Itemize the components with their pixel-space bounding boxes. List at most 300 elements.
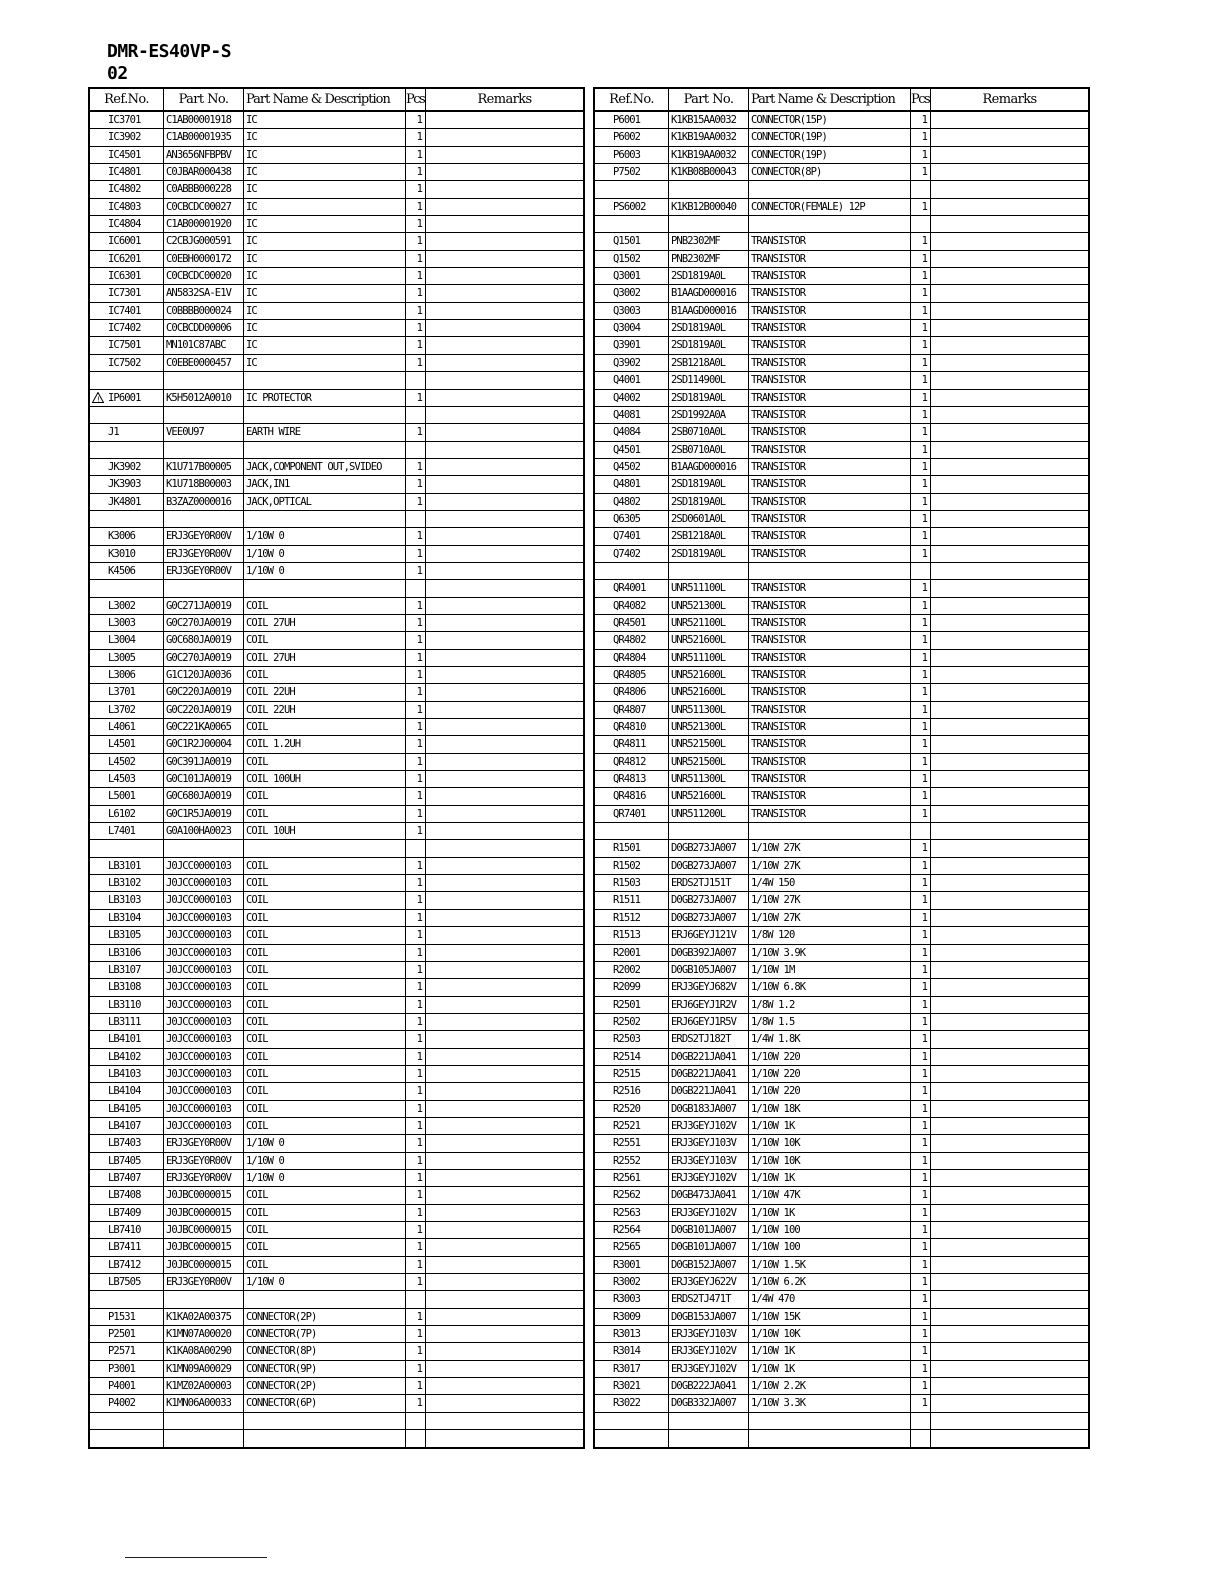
cell-text: J0JCC0000103 [166,894,232,907]
ref-no-cell [595,233,669,249]
table-row [90,1413,583,1430]
cell-text: L6102 [108,807,136,820]
remarks-cell [931,251,1088,267]
cell-text: 2SB1218A0L [671,530,726,543]
ref-no-cell [90,320,164,336]
pcs-cell [911,997,931,1013]
table-row [90,494,583,511]
cell-text: R2551 [613,1137,641,1150]
pcs-cell [406,511,426,527]
remarks-cell [931,945,1088,961]
cell-text: IC7502 [108,356,141,369]
cell-text: TRANSISTOR [751,547,806,560]
pcs-cell [911,1430,931,1447]
table-row [595,823,1088,840]
table-row [595,1326,1088,1343]
pcs-cell [406,910,426,926]
cell-text: 1 [921,755,927,768]
part-no-cell [669,702,749,718]
cell-text: 1/10W 1.5K [751,1258,806,1271]
cell-text: L3701 [108,686,136,699]
pcs-cell [911,771,931,787]
part-name-cell [749,771,911,787]
part-name-cell [244,788,406,804]
cell-text: CONNECTOR(FEMALE) 12P [751,200,865,213]
cell-text: 1/10W 0 [246,547,284,560]
cell-text: 1 [921,148,927,161]
table-row [90,580,583,597]
remarks-cell [426,788,583,804]
cell-text: 1/4W 1.8K [751,1033,800,1046]
part-name-cell [244,979,406,995]
remarks-cell [931,1187,1088,1203]
cell-text: LB7405 [108,1154,141,1167]
table-row [90,962,583,979]
cell-text: 1 [921,1085,927,1098]
part-no-cell [164,632,244,648]
pcs-cell [406,945,426,961]
cell-text: 1 [416,1310,422,1323]
table-row [595,303,1088,320]
cell-text: G0C220JA0019 [166,703,232,716]
pcs-cell [406,1222,426,1238]
ref-no-cell [90,823,164,839]
cell-text: COIL [246,946,268,959]
part-name-cell [244,1430,406,1447]
table-row [595,632,1088,649]
pcs-cell [911,684,931,700]
cell-text: 1 [921,686,927,699]
ref-no-cell [90,563,164,579]
table-row [90,268,583,285]
table-row [90,892,583,909]
pcs-cell [406,1205,426,1221]
table-row [595,1153,1088,1170]
pcs-cell [406,563,426,579]
part-name-cell [749,1343,911,1359]
part-no-cell [164,667,244,683]
table-row [90,1395,583,1412]
pcs-cell [406,823,426,839]
cell-text: CONNECTOR(19P) [751,131,827,144]
cell-text: C0CBCDD00006 [166,322,232,335]
cell-text: 1 [921,616,927,629]
part-name-cell [244,112,406,128]
remarks-cell [931,1274,1088,1290]
cell-text: D0GB221JA041 [671,1085,737,1098]
cell-text: 1 [921,859,927,872]
cell-text: TRANSISTOR [751,478,806,491]
remarks-cell [931,528,1088,544]
part-name-cell [749,1170,911,1186]
part-no-cell [669,840,749,856]
ref-no-cell [90,1135,164,1151]
table-row [90,164,583,181]
part-no-cell [669,945,749,961]
cell-text: LB3111 [108,1015,141,1028]
part-no-cell [164,216,244,232]
part-no-cell [669,511,749,527]
table-row [595,754,1088,771]
part-no-cell [164,546,244,562]
ref-no-cell [90,684,164,700]
part-name-cell [749,424,911,440]
cell-text: P6002 [613,131,641,144]
ref-no-cell [90,112,164,128]
ref-no-cell [595,684,669,700]
part-no-cell [164,1135,244,1151]
cell-text: C0CBCDC00020 [166,270,232,283]
cell-text: 1/10W 1K [751,1119,795,1132]
cell-text: 1 [416,235,422,248]
cell-text: P7502 [613,166,641,179]
ref-no-cell [90,1170,164,1186]
cell-text: 1 [921,235,927,248]
remarks-cell [426,372,583,388]
ref-no-cell [90,511,164,527]
table-row [595,702,1088,719]
cell-text: D0GB473JA041 [671,1189,737,1202]
part-name-cell [749,927,911,943]
part-no-cell [669,615,749,631]
part-no-cell [164,355,244,371]
cell-text: 1/8W 120 [751,929,795,942]
cell-text: LB3102 [108,877,141,890]
pcs-cell [406,459,426,475]
cell-text: Q7401 [613,530,641,543]
cell-text: D0GB273JA007 [671,842,737,855]
cell-text: R3014 [613,1345,641,1358]
remarks-cell [931,1153,1088,1169]
pcs-cell [406,1326,426,1342]
pcs-cell [406,1309,426,1325]
cell-text: LB4101 [108,1033,141,1046]
table-row [595,164,1088,181]
remarks-cell [931,1291,1088,1307]
remarks-cell [931,459,1088,475]
part-name-cell [244,424,406,440]
cell-text: COIL [246,1067,268,1080]
cell-text: TRANSISTOR [751,686,806,699]
ref-no-cell [595,632,669,648]
cell-text: 1 [416,686,422,699]
pcs-cell [406,546,426,562]
part-name-cell [749,788,911,804]
part-name-cell [749,251,911,267]
cell-text: ERJ3GEYJ102V [671,1362,737,1375]
cell-text: CONNECTOR(8P) [751,166,822,179]
ref-no-cell [90,736,164,752]
ref-no-cell [595,598,669,614]
table-body [90,112,583,1447]
ref-no-cell [595,1361,669,1377]
ref-no-cell [595,216,669,232]
cell-text: 1 [921,166,927,179]
cell-text: 1 [921,547,927,560]
cell-text: R1502 [613,859,641,872]
part-no-cell [164,875,244,891]
ref-no-cell [90,337,164,353]
pcs-cell [911,1326,931,1342]
remarks-cell [931,199,1088,215]
part-name-cell [749,719,911,735]
cell-text: 1 [921,1258,927,1271]
ref-no-cell [90,1101,164,1117]
remarks-cell [931,1343,1088,1359]
pcs-cell [911,719,931,735]
part-name-cell [749,1378,911,1394]
ref-no-cell [90,788,164,804]
cell-text: COIL [246,790,268,803]
cell-text: G0C220JA0019 [166,686,232,699]
cell-text: 1 [416,1067,422,1080]
cell-text: Q3003 [613,304,641,317]
cell-text: LB4104 [108,1085,141,1098]
header-remarks: Remarks [982,92,1037,107]
ref-no-cell [90,285,164,301]
ref-no-cell [595,459,669,475]
remarks-cell [931,1049,1088,1065]
cell-text: D0GB101JA007 [671,1224,737,1236]
part-name-cell [244,927,406,943]
cell-text: QR4802 [613,634,646,647]
table-row [595,945,1088,962]
remarks-cell [931,580,1088,596]
pcs-cell [406,650,426,666]
part-no-cell [669,181,749,197]
cell-text: COIL 100UH [246,773,301,786]
cell-text: 1 [416,859,422,872]
cell-text: ERJ3GEYJ682V [671,981,737,994]
cell-text: R2002 [613,963,641,976]
part-name-cell [749,390,911,406]
remarks-cell [931,442,1088,458]
pcs-cell [911,407,931,423]
table-row [90,719,583,736]
cell-text: QR4805 [613,669,646,681]
part-name-cell [749,650,911,666]
cell-text: 1 [416,963,422,976]
part-name-cell [244,528,406,544]
cell-text: R2501 [613,998,641,1011]
part-no-cell [669,962,749,978]
cell-text: LB3106 [108,946,141,959]
pcs-cell [911,927,931,943]
table-row [90,442,583,459]
remarks-cell [931,771,1088,787]
part-no-cell [669,1170,749,1186]
parts-table-left [88,87,585,1449]
cell-text: 1/10W 47K [751,1189,800,1202]
part-no-cell [164,927,244,943]
part-no-cell [164,442,244,458]
cell-text: P3001 [108,1362,136,1375]
remarks-cell [931,1014,1088,1030]
cell-text: IC4804 [108,218,141,231]
cell-text: 1 [921,1397,927,1410]
cell-text: 1 [921,807,927,820]
ref-no-cell [595,1066,669,1082]
ref-no-cell [90,1274,164,1290]
ref-no-cell [90,1066,164,1082]
part-no-cell [164,511,244,527]
part-no-cell [669,199,749,215]
part-no-cell [669,337,749,353]
cell-text: ERJ3GEYJ102V [671,1119,737,1132]
part-name-cell [244,1361,406,1377]
cell-text: TRANSISTOR [751,721,806,734]
part-no-cell [669,1014,749,1030]
remarks-cell [931,962,1088,978]
cell-text: ERJ3GEYJ103V [671,1137,737,1150]
cell-text: 1/8W 1.2 [751,998,795,1011]
part-no-cell [669,528,749,544]
cell-text: R2520 [613,1102,641,1115]
cell-text: ERJ6GEYJ1R2V [671,998,737,1011]
cell-text: IC [246,287,257,300]
cell-text: 1 [921,1171,927,1184]
pcs-cell [406,494,426,510]
remarks-cell [426,997,583,1013]
cell-text: LB7407 [108,1171,141,1184]
pcs-cell [911,1118,931,1134]
cell-text: J0JCC0000103 [166,1015,232,1028]
part-name-cell [749,1153,911,1169]
part-no-cell [669,233,749,249]
part-name-cell [244,199,406,215]
part-no-cell [669,1066,749,1082]
pcs-cell [911,164,931,180]
cell-text: 1 [921,1102,927,1115]
part-name-cell [749,875,911,891]
cell-text: K1KB12B00040 [671,200,737,213]
part-name-cell [749,1222,911,1238]
cell-text: 1 [416,1345,422,1358]
cell-text: 1 [921,998,927,1011]
cell-text: J0JCC0000103 [166,963,232,976]
cell-text: 1/10W 1M [751,963,795,976]
remarks-cell [426,1274,583,1290]
pcs-cell [911,910,931,926]
part-no-cell [669,1326,749,1342]
remarks-cell [426,1430,583,1447]
ref-no-cell [595,164,669,180]
ref-no-cell [90,632,164,648]
pcs-cell [406,233,426,249]
cell-text: 1 [921,287,927,300]
cell-text: 1 [921,721,927,734]
remarks-cell [931,1066,1088,1082]
pcs-cell [911,1309,931,1325]
table-row [595,1222,1088,1239]
table-row [90,147,583,164]
cell-text: LB7412 [108,1258,141,1271]
remarks-cell [426,945,583,961]
part-name-cell [244,563,406,579]
table-row [595,650,1088,667]
cell-text: 1 [416,530,422,543]
cell-text: IC6001 [108,235,141,248]
ref-no-cell [595,285,669,301]
cell-text: 1 [921,374,927,387]
remarks-cell [931,320,1088,336]
ref-no-cell [90,927,164,943]
part-no-cell [164,1291,244,1307]
cell-text: ERDS2TJ471T [671,1293,731,1306]
part-name-cell [244,147,406,163]
table-row [90,129,583,146]
table-row [90,1118,583,1135]
remarks-cell [426,1257,583,1273]
part-no-cell [669,927,749,943]
cell-text: COIL [246,911,268,924]
table-header [595,89,1088,112]
cell-text: 2SD1819A0L [671,270,726,283]
table-row [595,494,1088,511]
table-row [595,910,1088,927]
cell-text: TRANSISTOR [751,512,806,525]
part-name-cell [749,806,911,822]
cell-text: IC4801 [108,166,141,179]
cell-text: TRANSISTOR [751,339,806,352]
cell-text: LB7505 [108,1276,141,1289]
cell-text: 1 [921,460,927,473]
svg-text:!: ! [97,395,99,403]
remarks-cell [426,251,583,267]
part-no-cell [669,632,749,648]
pcs-cell [406,355,426,371]
part-no-cell [164,1395,244,1411]
pcs-cell [406,1118,426,1134]
table-row [595,1343,1088,1360]
part-no-cell [669,1430,749,1447]
table-row [90,390,583,407]
cell-text: 1 [416,981,422,994]
pcs-cell [911,1239,931,1255]
cell-text: R2552 [613,1154,641,1167]
cell-text: 1/10W 1K [751,1206,795,1219]
pcs-cell [911,1205,931,1221]
cell-text: K1MN06A00033 [166,1397,232,1410]
cell-text: R3013 [613,1328,641,1341]
cell-text: 1 [416,599,422,612]
part-name-cell [749,442,911,458]
part-name-cell [749,1430,911,1447]
remarks-cell [931,910,1088,926]
remarks-cell [931,494,1088,510]
part-no-cell [669,1361,749,1377]
pcs-cell [406,1135,426,1151]
part-name-cell [749,1049,911,1065]
remarks-cell [426,1378,583,1394]
cell-text: JACK,COMPONENT OUT,SVIDEO [246,460,382,473]
cell-text: 1 [921,1137,927,1150]
ref-no-cell [90,1083,164,1099]
pcs-cell [911,1343,931,1359]
cell-text: 1 [921,1067,927,1080]
remarks-cell [931,806,1088,822]
remarks-cell [426,632,583,648]
table-row [90,788,583,805]
part-no-cell [164,1361,244,1377]
cell-text: ERJ3GEYJ102V [671,1206,737,1219]
table-row [90,424,583,441]
cell-text: 1 [921,738,927,751]
cell-text: B3ZAZ0000016 [166,495,232,508]
pcs-cell [911,1083,931,1099]
cell-text: ERJ3GEY0R00V [166,1171,232,1184]
pcs-cell [911,736,931,752]
